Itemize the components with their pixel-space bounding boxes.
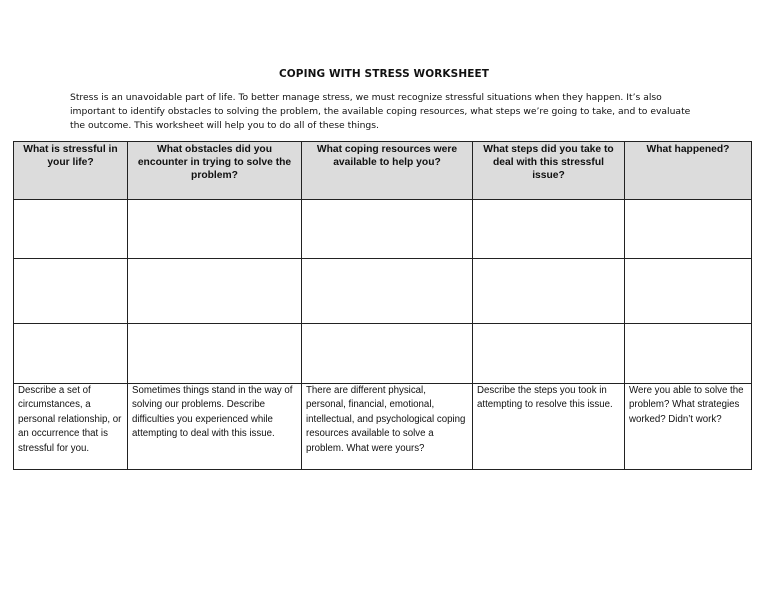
entry-cell[interactable] [14,324,128,384]
entry-cell[interactable] [302,324,473,384]
entry-cell[interactable] [473,324,625,384]
description-outcome: Were you able to solve the problem? What strategies worked? Didn’t work? [625,384,752,470]
entry-cell[interactable] [14,200,128,259]
description-row [14,384,752,470]
header-row [14,142,752,200]
entry-cell[interactable] [625,324,752,384]
entry-cell[interactable] [473,259,625,324]
entry-cell[interactable] [625,259,752,324]
header-stressful: What is stressful in your life? [14,142,128,200]
header-obstacles: What obstacles did you encounter in trying to solve the problem? [128,142,302,200]
entry-cell[interactable] [302,200,473,259]
description-obstacles: Sometimes things stand in the way of solving our problems. Describe difficulties you experienced while attempting to deal with this issue. [128,384,302,470]
description-steps: Describe the steps you took in attempting to resolve this issue. [473,384,625,470]
header-steps: What steps did you take to deal with this stressful issue? [473,142,625,200]
description-resources: There are different physical, personal, financial, emotional, intellectual, and psychological coping resources available to solve a problem. What were yours? [302,384,473,470]
entry-cell[interactable] [625,200,752,259]
entry-cell[interactable] [14,259,128,324]
entry-cell[interactable] [128,259,302,324]
description-stressful: Describe a set of circumstances, a personal relationship, or an occurrence that is stressful for you. [14,384,128,470]
entry-row [14,324,752,384]
worksheet-table [13,141,752,470]
entry-row [14,259,752,324]
header-resources: What coping resources were available to help you? [302,142,473,200]
header-outcome: What happened? [625,142,752,200]
entry-cell[interactable] [128,200,302,259]
intro-paragraph: Stress is an unavoidable part of life. To better manage stress, we must recognize stressful situations when they happen. It’s also important to identify obstacles to solving the problem, the available coping resources, what steps we’re going to take, and to evaluate the outcome. This worksheet will help you to do all of these things. [70,92,691,131]
entry-cell[interactable] [128,324,302,384]
entry-row [14,200,752,259]
entry-cell[interactable] [302,259,473,324]
worksheet-title: COPING WITH STRESS WORKSHEET [278,68,490,80]
entry-cell[interactable] [473,200,625,259]
